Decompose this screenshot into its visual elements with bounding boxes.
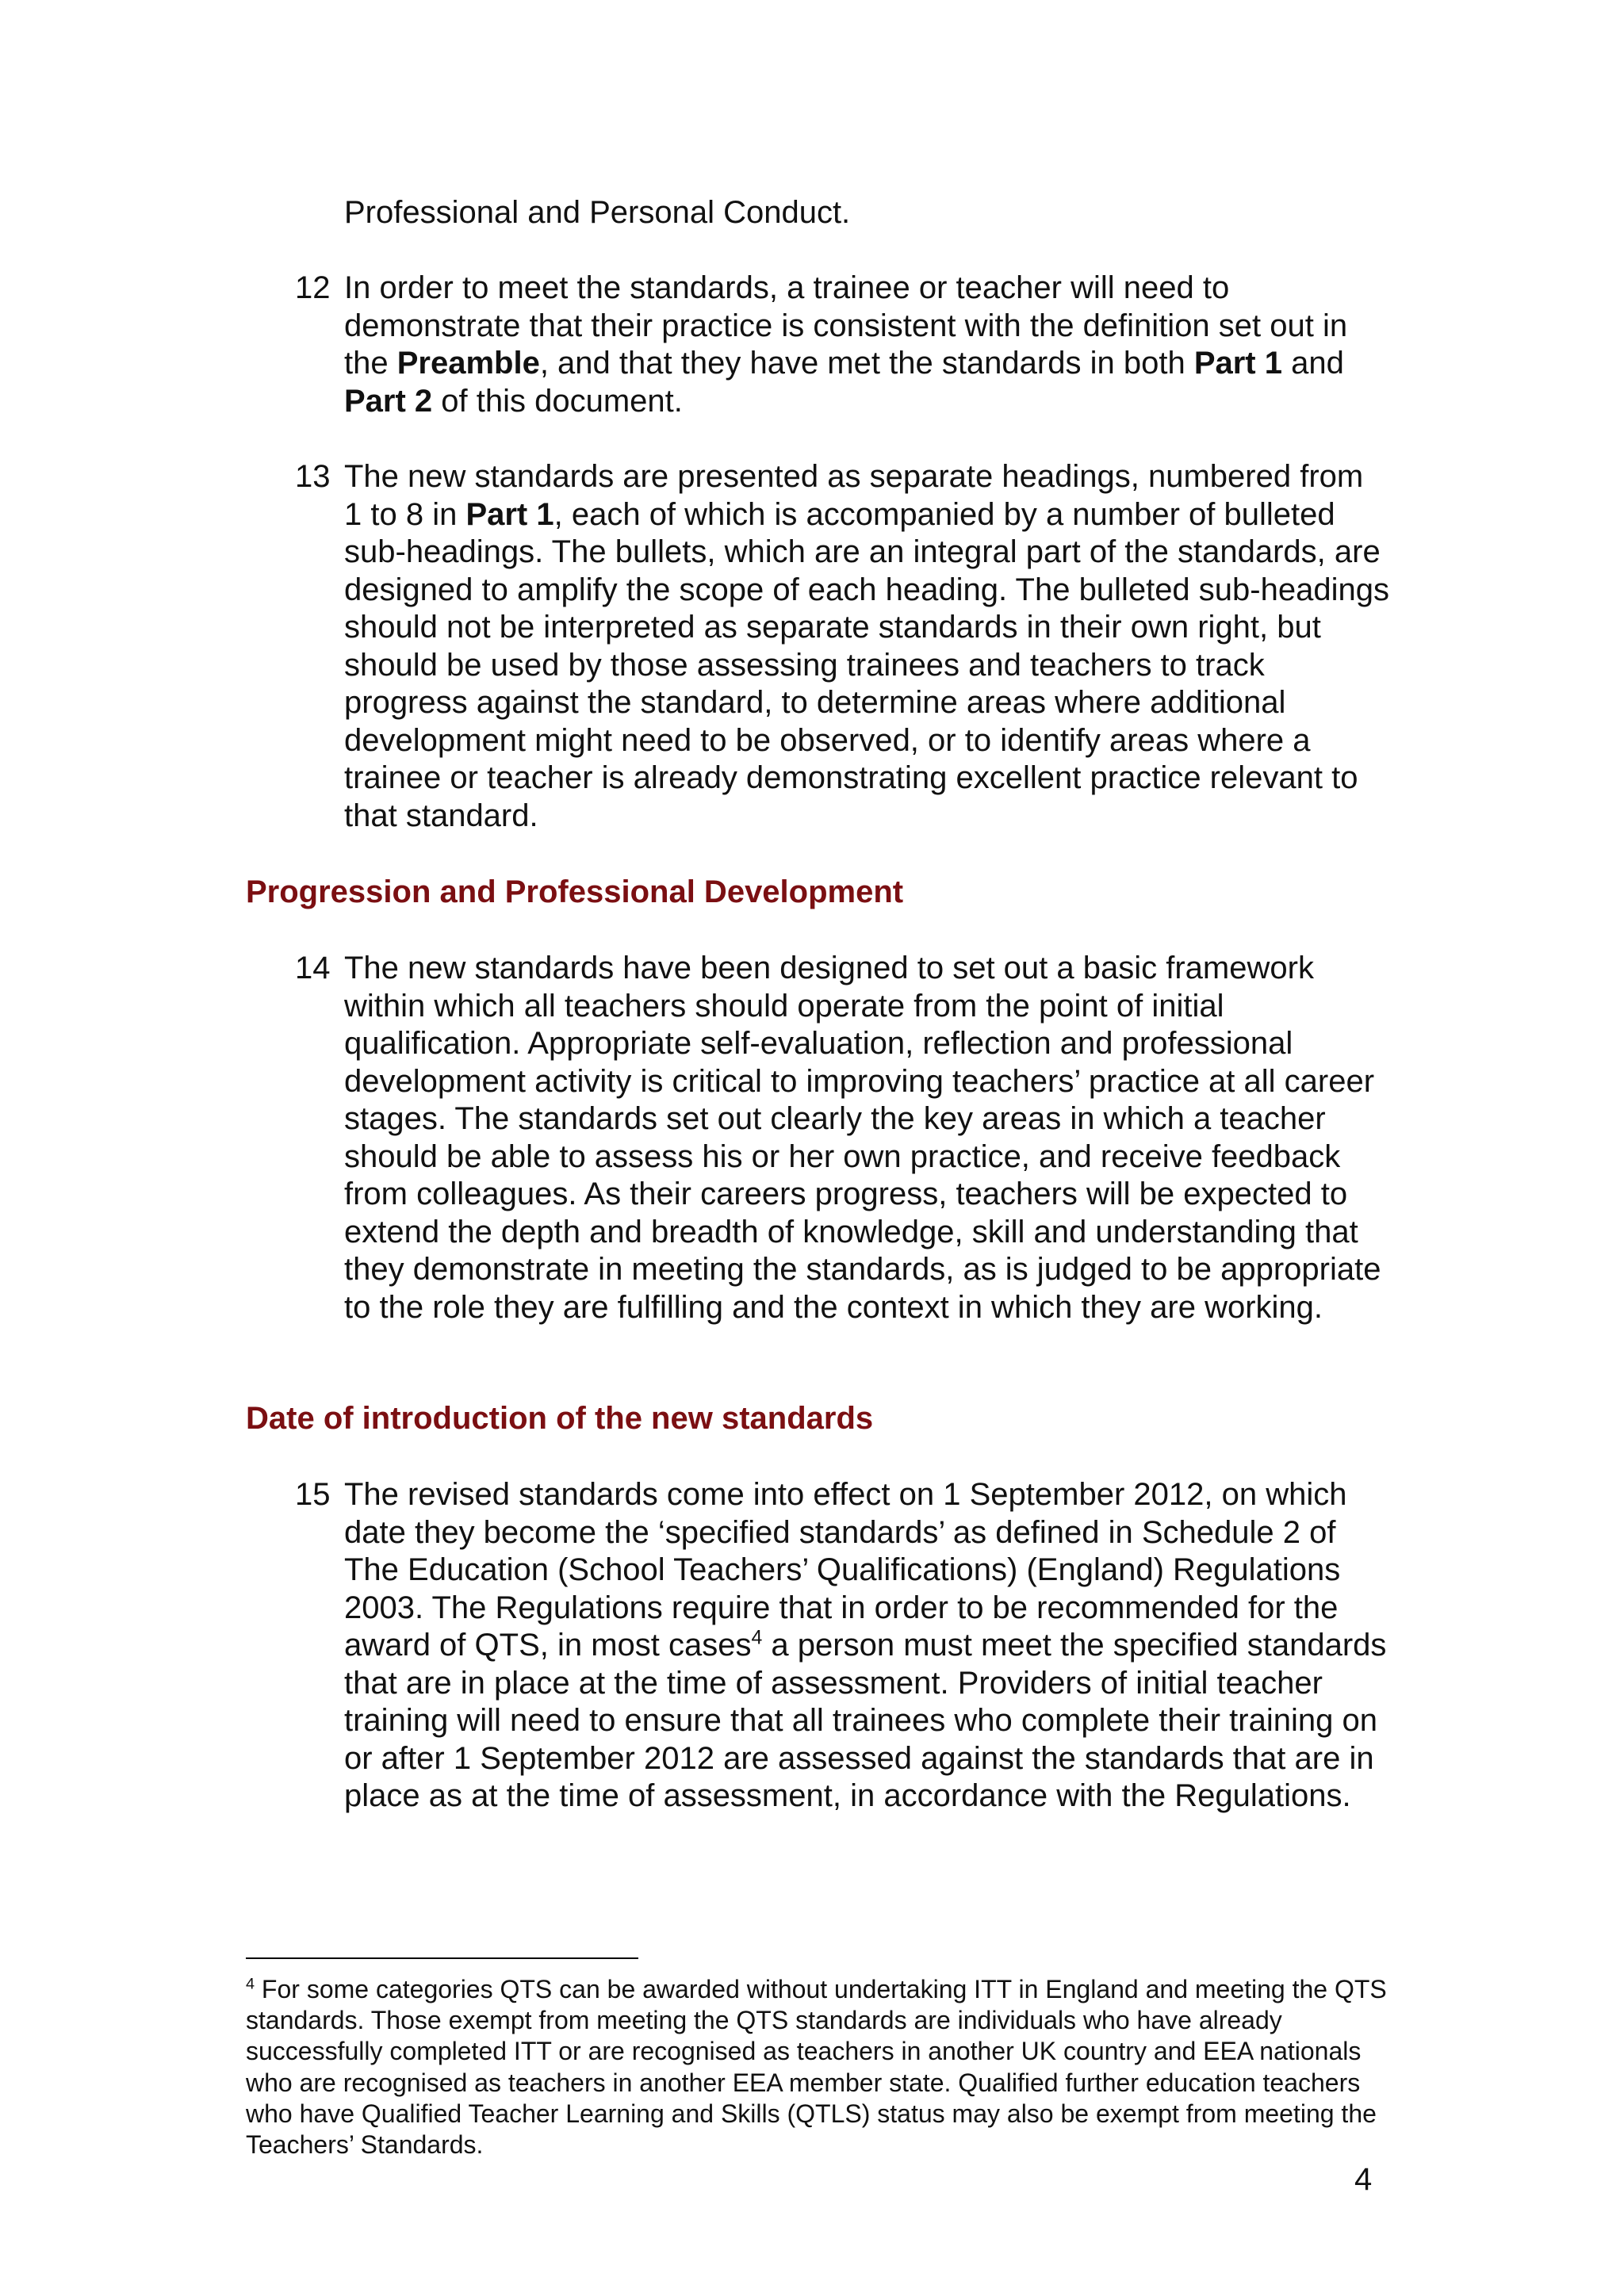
footnote-divider <box>246 1957 638 1959</box>
footnote-reference[interactable]: 4 <box>751 1627 763 1649</box>
page-number: 4 <box>1354 2162 1373 2197</box>
paragraph-body <box>344 1476 1389 1816</box>
paragraph-number: 13 <box>295 459 331 494</box>
continuation-line: Professional and Personal Conduct. <box>344 195 851 230</box>
bold-run: Part 1 <box>465 496 554 532</box>
text-run: , and that they have met the standards in both <box>539 346 1194 381</box>
bold-run: Preamble <box>396 346 540 381</box>
paragraph-number: 15 <box>295 1477 331 1512</box>
paragraph-body <box>344 270 1389 420</box>
bold-run: Part 2 <box>344 383 433 419</box>
paragraph-body: The new standards have been designed to set out a basic framework within which all teachers should operate from the point of initial qualification. Appropriate self-evaluation, reflection and professional development activity is critical to improving teachers’ practice at all career stages. The standards set out clearly the key areas in which a teacher should be able to assess his or her own practice, and receive feedback from colleagues. As their careers progress, teachers will be expected to extend the depth and breadth of knowledge, skill and understanding that they demonstrate in meeting the standards, as is judged to be appropriate to the role they are fulfilling and the context in which they are working. <box>344 951 1381 1325</box>
section-heading-progression: Progression and Professional Development <box>246 874 904 909</box>
text-run: a person must meet the specified standards that are in place at the time of assessment. Providers of initial teacher training will need to ensure that all trainees who complete their training on or after 1 September 2012 are assessed against the standards that are in place as at the time of assessment, in accordance with the Regulations. <box>344 1628 1387 1813</box>
text-run: The new standards are presented as separate headings, numbered from 1 to 8 in <box>344 459 1364 532</box>
paragraph-body <box>344 458 1389 835</box>
text-run: , each of which is accompanied by a number of bulleted sub-headings. The bullets, which are an integral part of the standards, are designed to amplify the scope of each heading. The bulleted sub-headings should not be interpreted as separate standards in their own right, but should be used by those assessing trainees and teachers to track progress against the standard, to determine areas where additional development might need to be observed, or to identify areas where a trainee or teacher is already demonstrating excellent practice relevant to that standard. <box>344 496 1389 833</box>
footnote <box>246 1974 1388 2160</box>
text-run: In order to meet the standards, a trainee or teacher will need to demonstrate that their practice is consistent with the definition set out in the <box>344 270 1348 381</box>
footnote-text: For some categories QTS can be awarded without undertaking ITT in England and meeting the QTS standards. Those exempt from meeting the QTS standards are individuals who have already successfully completed ITT or are recognised as teachers in another UK country and EEA nationals who are recognised as teachers in another EEA member state. Qualified further education teachers who have Qualified Teacher Learning and Skills (QTLS) status may also be exempt from meeting the Teachers’ Standards. <box>246 1975 1387 2160</box>
footnote-marker: 4 <box>246 1975 255 1993</box>
section-heading-date: Date of introduction of the new standards <box>246 1401 874 1436</box>
bold-run: Part 1 <box>1193 346 1282 381</box>
paragraph-number: 14 <box>295 951 331 985</box>
paragraph-number: 12 <box>295 270 331 305</box>
text-run: The revised standards come into effect on 1 September 2012, on which date they become the ‘specified standards’ as defined in Schedule 2 of The Education (School Teachers’ Qualifications) (England) Regulations 2003. The Regulations require that in order to be recommended for the award of QTS, in most cases <box>344 1477 1347 1663</box>
text-run: and <box>1281 346 1344 381</box>
text-run: of this document. <box>432 383 683 419</box>
